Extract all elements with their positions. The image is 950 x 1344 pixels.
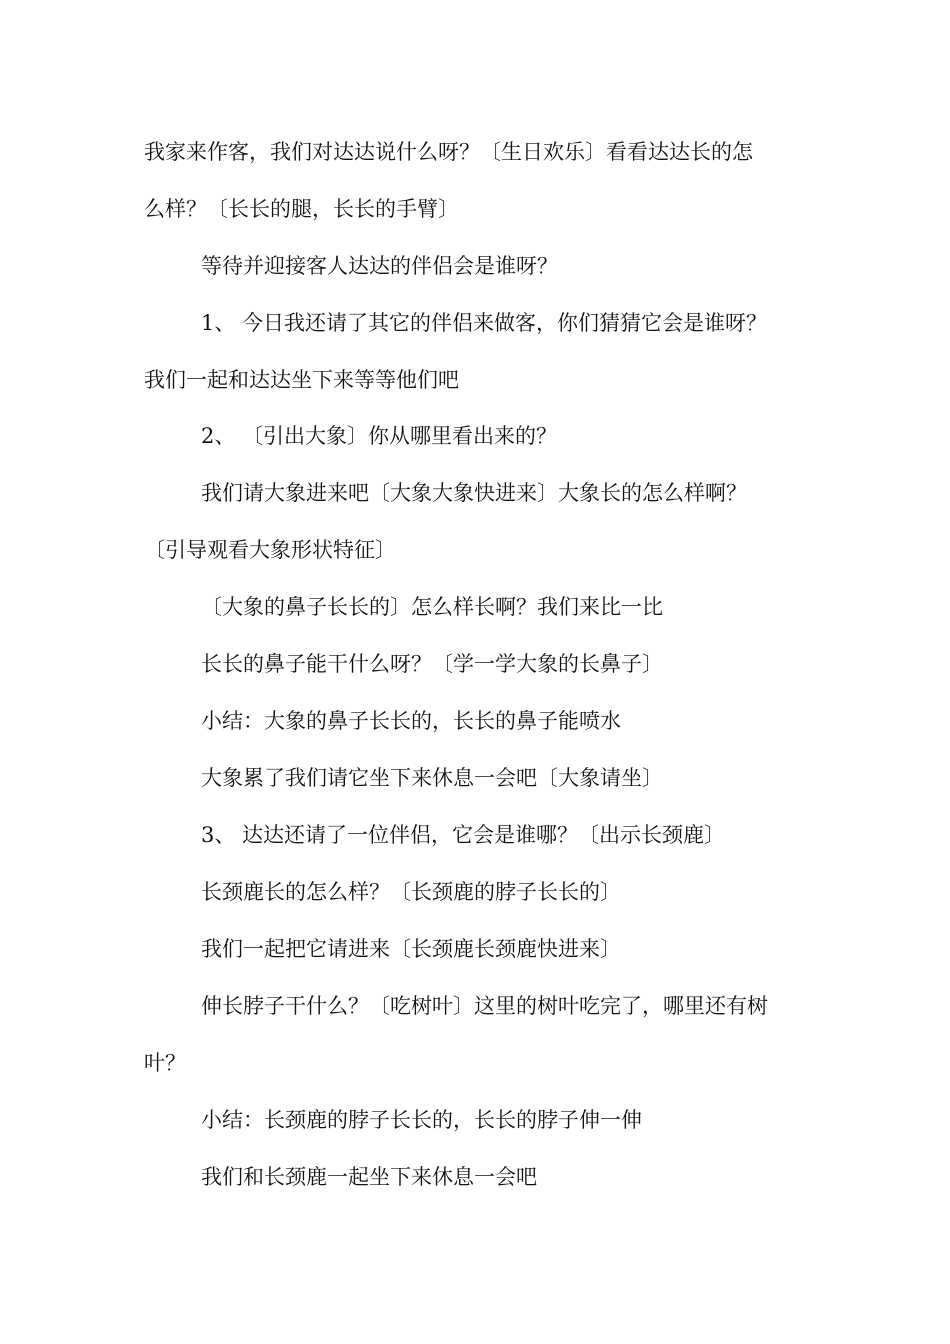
text-line: 〔大象的鼻子长长的〕怎么样长啊？我们来比一比 <box>201 595 663 619</box>
text-line: 小结：大象的鼻子长长的，长长的鼻子能喷水 <box>201 709 621 733</box>
text-line: 小结：长颈鹿的脖子长长的，长长的脖子伸一伸 <box>201 1108 642 1132</box>
text-line: 伸长脖子干什么？〔吃树叶〕这里的树叶吃完了，哪里还有树 <box>201 994 768 1018</box>
text-line: 大象累了我们请它坐下来休息一会吧〔大象请坐〕 <box>201 766 663 790</box>
text-line: 我们一起和达达坐下来等等他们吧 <box>144 368 459 392</box>
text-line: 长长的鼻子能干什么呀？〔学一学大象的长鼻子〕 <box>201 652 663 676</box>
text-line: 3、 达达还请了一位伴侣，它会是谁哪？〔出示长颈鹿〕 <box>201 823 726 847</box>
text-line: 2、 〔引出大象〕你从哪里看出来的？ <box>201 424 558 448</box>
text-line: 叶？ <box>144 1051 186 1075</box>
text-line: 我们请大象进来吧〔大象大象快进来〕大象长的怎么样啊？ <box>201 481 747 505</box>
text-line: 我们和长颈鹿一起坐下来休息一会吧 <box>201 1165 537 1189</box>
text-line: 我们一起把它请进来〔长颈鹿长颈鹿快进来〕 <box>201 937 621 961</box>
text-line: 1、 今日我还请了其它的伴侣来做客，你们猜猜它会是谁呀？ <box>201 311 768 335</box>
text-line: 么样？〔长长的腿，长长的手臂〕 <box>144 197 459 221</box>
text-line: 等待并迎接客人达达的伴侣会是谁呀？ <box>201 254 558 278</box>
text-line: 〔引导观看大象形状特征〕 <box>144 538 396 562</box>
text-line: 长颈鹿长的怎么样？〔长颈鹿的脖子长长的〕 <box>201 880 621 904</box>
text-line: 我家来作客，我们对达达说什么呀？〔生日欢乐〕看看达达长的怎 <box>144 140 753 164</box>
